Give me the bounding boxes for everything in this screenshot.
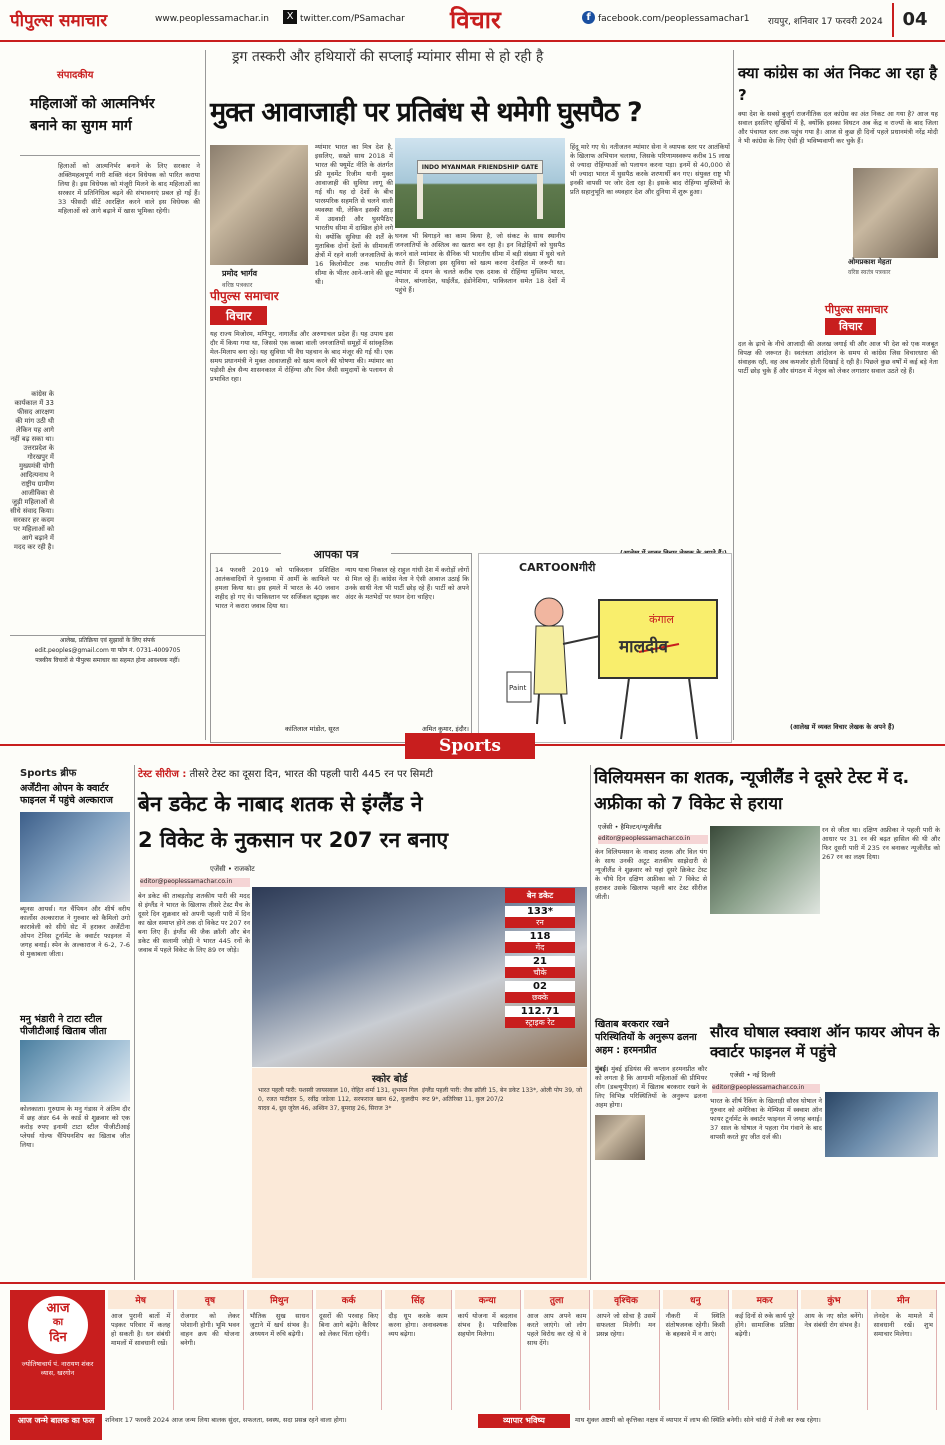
ghosal-body: भारत के शीर्ष रैंकिंग के खिलाड़ी सौरव घोषाल ने गुरुवार को अमेरिका के मेम्फिस में स्क्वाश ऑन फायर टूर्नामेंट के क्वार्टर फाइनल में जगह बनाई। 37 साल के घोषाल ने पहला गेम गंवाने के बाद वापसी करते हुए जीत दर्ज की। xyxy=(710,1097,822,1141)
rashi-name: मेष xyxy=(108,1290,173,1309)
footer-line: पत्रकीय विचारों से पीपुल्स समाचार का सहमत होना आवश्यक नहीं। xyxy=(35,657,180,664)
harman-photo xyxy=(595,1115,645,1160)
stats-player: बेन डकेट xyxy=(505,888,575,903)
editorial-sidebar: कांग्रेस के कार्यकाल में 33 फीसद आरक्षण की मांग उठी थी लेकिन यह आगे नहीं बढ़ सका था। उत्तरप्रदेश के गोरखपुर में मुख्यमंत्री योगी आदित्यनाथ ने राष्ट्रीय ग्रामीण आजीविका से जुड़ी महिलाओं से सीधे संवाद किया। सरकार हर कदम पर महिलाओं को आगे बढ़ाने में मदद कर रही है। xyxy=(10,390,54,551)
horoscope-title-box xyxy=(10,1290,105,1410)
logo-tag: विचार xyxy=(825,318,876,335)
bucket-label: Paint xyxy=(509,684,527,692)
rashi-card xyxy=(801,1290,867,1410)
baby-text: शनिवार 17 फरवरी 2024 आज जन्म लिया बालक सुंदर, सफलता, स्वस्थ, सदा प्रसन्न रहने वाला होगा। xyxy=(105,1416,347,1424)
title-line: आज xyxy=(46,1301,70,1316)
city: राजकोट xyxy=(234,865,255,873)
sports-banner: Sports xyxy=(405,733,535,759)
logo-tag: विचार xyxy=(210,306,267,325)
cricket-kicker xyxy=(138,766,588,780)
rashi-card xyxy=(871,1290,937,1410)
rashi-text: आज पुरानी बातों में पड़कर परिवार में कलह हो सकती है। धन संबंधी मामलों में सावधानी रखें। xyxy=(111,1312,171,1347)
rashi-name: मीन xyxy=(871,1290,936,1309)
gate-pillar xyxy=(537,174,543,219)
ghosal-photo xyxy=(825,1092,938,1157)
column-rule xyxy=(590,765,591,1280)
letter-signature: कांतिलाल मांडोत, सूरत xyxy=(285,725,339,733)
trade-label: व्यापार भविष्य xyxy=(478,1414,570,1428)
agency: एजेंसी xyxy=(730,1071,745,1079)
brief-title: मनु भंडारी ने टाटा स्टील पीजीटीआई खिताब जीता xyxy=(20,1014,107,1037)
scoreboard-title: स्कोर बोर्ड xyxy=(372,1074,408,1085)
golf-photo xyxy=(20,1040,130,1102)
divider xyxy=(20,155,200,156)
harman-body xyxy=(595,1065,707,1277)
rashi-text: कार्य योजना में बदलाव संभव है। पारिवारिक सहयोग मिलेगा। xyxy=(457,1312,517,1338)
brand-logo: पीपुल्स समाचार xyxy=(10,11,108,31)
logo-text: पीपुल्स समाचार xyxy=(210,289,279,303)
stat-label: गेंद xyxy=(505,942,575,953)
rashi-text: लेनदेन के मामले में सावधानी रखें। शुभ समाचार मिलेगा। xyxy=(873,1312,933,1338)
rashi-text: भौतिक सुख साधन जुटाने में खर्च संभव है। अध्ययन में रुचि बढ़ेगी। xyxy=(249,1312,309,1338)
article-col: यह राज्य मिजोरम, मणिपुर, नागालैंड और अरुणाचल प्रदेश हैं। यह उपाय इस दौर में किया गया था, जिससे एक कस्बा वाली जनजातियों समूहों में सांस्कृतिक मेल-मिलाप बना रहे। यह सुविधा भी वैध पहचान के बाद मंजूर की गई थी। एक समय प्रधानमंत्री ने मुक्त आवाजाही को खत्म करने की घोषणा की। म्यांमार का पड़ोसी क्षेत्र सैन्य शासनकाल में रोहिंग्या और चिन जैसी समुदायों के पलायन से प्रभावित रहा। xyxy=(210,330,393,383)
rashi-name: कन्या xyxy=(455,1290,520,1309)
letters-box xyxy=(210,548,472,743)
page-number: 04 xyxy=(892,3,936,37)
stat-value: 133* xyxy=(505,906,575,917)
stat-value: 112.71 xyxy=(505,1006,575,1017)
stat-value: 02 xyxy=(505,981,575,992)
cricket-byline: एजेंसी • राजकोट xyxy=(210,865,255,873)
letter: 14 फरवरी 2019 को पाकिस्तान प्रशिक्षित आतंकवादियों ने पुलवामा में आर्मी के काफिले पर हमला किया था। इस हमले में भारत के 40 जवान शहीद हो गए थे। पाकिस्तान पर सर्जिकल स्ट्राइक कर भारत ने करारा जवाब दिया था। xyxy=(215,566,339,610)
horoscope-grid xyxy=(108,1290,940,1410)
scoreboard-england: इंग्लैंड पहली पारी: जैक क्रॉली 15, बेन डकेट 133*, ओली पोप 39, जो रूट 9*, अतिरिक्त 11, कुल 207/2 xyxy=(422,1087,582,1103)
cricket-headline: बेन डकेट के नाबाद शतक से इंग्लैंड ने xyxy=(138,792,423,816)
author-name: ओमप्रकाश मेहता xyxy=(848,258,892,266)
trade-text: माघ शुक्ल अष्टमी को कृत्तिका नक्षत्र में व्यापार में लाभ की स्थिति बनेगी। सोने चांदी में तेजी का रुख रहेगा। xyxy=(575,1416,821,1424)
stat-label: स्ट्राइक रेट xyxy=(505,1017,575,1028)
stat-label: छक्के xyxy=(505,992,575,1003)
stat-value: 21 xyxy=(505,956,575,967)
scoreboard-india: भारत पहली पारी: यशस्वी जायसवाल 10, रोहित शर्मा 131, शुभमन गिल 0, रजत पाटीदार 5, रवींद्र जडेजा 112, सरफराज खान 62, कुलदीप यादव 4, ध्रुव जुरेल 46, अश्विन 37, बुमराह 26, सिराज 3* xyxy=(258,1087,418,1112)
author-name: प्रमोद भार्गव xyxy=(222,269,258,278)
rashi-name: मिथुन xyxy=(247,1290,312,1309)
rashi-text: रोजगार को लेकर परेशानी होगी। भूमि भवन वाहन क्रय की योजना बनेगी। xyxy=(180,1312,240,1347)
editorial-label: संपादकीय xyxy=(57,70,94,81)
cricket-email[interactable]: editor@peoplessamachar.co.in xyxy=(140,878,250,887)
rashi-card xyxy=(385,1290,451,1410)
masthead xyxy=(0,0,945,42)
author-photo xyxy=(210,145,308,265)
cricket-headline: 2 विकेट के नुकसान पर 207 रन बनाए xyxy=(138,828,449,852)
right-body-cont: दल के ढ़ाचे के नीचे आजादी की अलख जगाई थी और आज भी देश को एक मजबूत विपक्ष की जरूरत है। स्वतंत्रता आंदोलन के समय से कांग्रेस जिस विचारधारा की संवाहक रही, वह अब कमजोर होती दिखाई दे रही है। पिछले कुछ वर्षों में कई बड़े नेता पार्टी छोड़ चुके हैं और संगठन में नेतृत्व को लेकर लगातार सवाल उठते रहे हैं। xyxy=(738,340,938,375)
dateline: रायपुर, शनिवार 17 फरवरी 2024 xyxy=(768,17,883,27)
rashi-name: कुंभ xyxy=(801,1290,866,1309)
williamson-photo xyxy=(710,826,820,914)
rashi-text: नौकरी में स्थिति संतोषजनक रहेगी। किसी के बहकावे में न आएं। xyxy=(665,1312,725,1338)
rashi-name: वृष xyxy=(177,1290,242,1309)
ghosal-headline: सौरव घोषाल स्क्वाश ऑन फायर ओपन के क्वार्टर फाइनल में पहुंचे xyxy=(710,1023,940,1061)
rashi-name: वृश्चिक xyxy=(593,1290,658,1309)
rashi-text: आपने जो सोचा है उसमें सफलता मिलेगी। मन प्रसन्न रहेगा। xyxy=(596,1312,656,1338)
harman-text: मुंबई इंडियंस की कप्तान हरमनप्रीत कौर को लगता है कि आगामी महिलाओं की प्रीमियर लीग (डब्ल्यूपीएल) में खिताब बरकरार रखने के लिए विभिन्न परिस्थितियों के अनुरूप ढलना अहम होगा। xyxy=(595,1065,707,1109)
williamson-headline: विलियमसन का शतक, न्यूजीलैंड ने दूसरे टेस्ट में द. अफ्रीका को 7 विकेट से हराया xyxy=(594,768,910,814)
kicker-label: टेस्ट सीरीज : xyxy=(138,769,187,780)
letter: न्याय यात्रा निकाल रहे राहुल गांधी देश में करोड़ों लोगों से मिल रहे हैं। कांग्रेस नेता ने ऐसी आवाज उठाई कि उनके साथी नेता भी पार्टी छोड़ रहे हैं। पार्टी को अपने अंदर के मतभेदों पर ध्यान देना चाहिए। xyxy=(345,566,469,601)
stat-label: रन xyxy=(505,917,575,928)
rashi-text: कई दिनों से रुके कार्य पूरे होंगे। सामाजिक प्रतिष्ठा बढ़ेगी। xyxy=(735,1312,795,1338)
brief-body: ब्यूनस आयर्स। गत चैंपियन और शीर्ष वरीय कार्लोस अल्काराज ने गुरुवार को कैमिलो उगो कारावेली को सीधे सेट में हराकर अर्जेंटीना ओपन टेनिस टूर्नामेंट के क्वार्टर फाइनल में जगह बनाई। स्पेन के अल्काराज ने 6-2, 7-6 से मुकाबला जीता। xyxy=(20,905,130,958)
article-col: घनत्व भी बिगाड़ने का काम किया है, जो संकट के साथ स्थानीय जनजातियों के अस्तित्व का खतरा बन रहा है। इन विद्रोहियों को घुसपैठ करने वाले म्यांमार के सैनिक भी भारतीय सीमा में बड़ी संख्या में घुसे चले आते हैं। लिहाजा इस सुविधा को खत्म करना देशहित में जरूरी था। म्यांमार में दमन के चलते करीब एक दशक से रोहिंग्या मुस्लिम भारत, नेपाल, बांग्लादेश, थाईलैंड, इंडोनेशिया, पाकिस्तान समेत 18 देशों में पहुंचे हैं। xyxy=(395,232,565,294)
right-body: क्या देश के सबसे बुजुर्ग राजनीतिक दल कांग्रेस का अंत निकट आ गया है? आज यह सवाल इसलिए सुर्खियों में है, क्योंकि इसका विघटन अब केंद्र व राज्यों के बाद जिला और पंचायत स्तर तक पहुंच गया है। आज से कुछ ही दिनों पहले प्रधानमंत्री नरेंद्र मोदी ने भी कांग्रेस के लिए ऐसी ही भविष्यवाणी कर चुके हैं। xyxy=(738,110,938,145)
right-title: क्या कांग्रेस का अंत निकट आ रहा है ? xyxy=(738,64,938,104)
rashi-text: दूसरों की परवाह किए बिना आगे बढ़ेंगे। कैरियर को लेकर चिंता रहेगी। xyxy=(319,1312,379,1338)
article-col: म्यांमार भारत का मित्र देश है, इसलिए, सख्ते साथ 2018 में भारत की फ्यूमेंट नीति के अंतर्गत फ्री मूवमेंट रिजीम यानी मुक्त आवाजाही की सुविधा लागू की गई थी। यह दो देशों के बीच पारस्परिक सहमति से चलने वाली व्यवस्था थी, लेकिन इसकी आड़ में उग्रवादी और घुसपैठिए भारतीय सीमा में दाखिल होने लगे थे। क्योंकि सुविधा की शर्तें के मुताबिक दोनों देशों के सीमावर्ती क्षेत्रों में रहने वाली जनजातियों के 16 किलोमीटर तक भारतीय सीमा के भीतर आने-जाने की छूट थी। xyxy=(315,143,393,286)
title-line: का xyxy=(52,1317,64,1328)
rashi-card xyxy=(316,1290,382,1410)
cartoon-panel xyxy=(478,553,732,743)
ghosal-byline: एजेंसी • नई दिल्ली xyxy=(730,1071,776,1079)
website[interactable]: www.peoplessamachar.in xyxy=(155,14,269,24)
horoscope-title xyxy=(28,1296,88,1354)
main-headline: मुक्त आवाजाही पर प्रतिबंध से थमेगी घुसपैठ ? xyxy=(210,97,642,128)
column-rule xyxy=(134,765,135,1280)
dateline: मुंबई। xyxy=(595,1065,609,1073)
editorial-title: महिलाओं को आत्मनिर्भर बनाने का सुगम मार्ग xyxy=(30,96,155,134)
letters-title: आपका पत्र xyxy=(281,547,391,562)
astrologer: ज्योतिषाचार्य पं. नारायण शंकर व्यास, खरगोन xyxy=(21,1360,94,1377)
section-title: विचार xyxy=(450,6,501,34)
brief-badge: Sports ब्रीफ xyxy=(20,768,77,779)
stat-value: 118 xyxy=(505,931,575,942)
article-logo xyxy=(210,287,308,327)
author-title: वरिष्ठ पत्रकार xyxy=(222,281,253,289)
article-footnote: (आलेख में व्यक्त विचार लेखक के अपने हैं) xyxy=(790,723,895,731)
stats-panel xyxy=(505,888,575,1063)
rashi-text: दौड़ धूप करके काम करना होगा। अनावश्यक व्यय बढ़ेगा। xyxy=(388,1312,448,1338)
rashi-card xyxy=(524,1290,590,1410)
board-main-text: मालदीव xyxy=(619,637,668,657)
gate-pillar xyxy=(417,174,423,219)
divider xyxy=(0,1282,945,1284)
city: हैमिल्टन/न्यूजीलैंड xyxy=(620,823,662,831)
rashi-card xyxy=(732,1290,798,1410)
rashi-text: आय के नए स्रोत बनेंगे। नेत्र संबंधी रोग संभव है। xyxy=(804,1312,864,1329)
main-kicker: ड्रग तस्करी और हथियारों की सप्लाई म्यांमार सीमा से हो रही है xyxy=(232,49,544,65)
logo-text: पीपुल्स समाचार xyxy=(825,303,888,316)
letter-signature: अमित कुमार, इंदौर। xyxy=(421,725,469,733)
author-photo xyxy=(853,168,938,258)
cricket-body: बेन डकेट की ताबड़तोड़ शतकीय पारी की मदद से इंग्लैंड ने भारत के खिलाफ तीसरे टेस्ट मैच के दूसरे दिन शुक्रवार को अपनी पहली पारी में दिन का खेल समाप्त होने तक दो विकेट पर 207 रन बना लिए हैं। इंग्लैंड की जैक क्रॉली और बेन डकेट की सलामी जोड़ी ने भारत 445 रनों के जवाब में पहले विकेट के लिए 89 रन जोड़े। xyxy=(138,892,250,954)
rashi-name: सिंह xyxy=(385,1290,450,1309)
brief-body: कोलकाता। गुरुग्राम के मनु गंडास ने अंतिम दौर में छह अंडर 64 के कार्ड से शुक्रवार को एक करोड़ रुपए इनामी टाटा स्टील पीजीटीआई प्लेयर्स गोल्फ चैंपियनशिप का खिताब जीत लिया। xyxy=(20,1105,130,1149)
rashi-card xyxy=(247,1290,313,1410)
rashi-text: आज आप अपने काम करते जाएंगे। जो लोग पहले विरोध कर रहे थे वे साथ देंगे। xyxy=(527,1312,587,1347)
facebook-icon: f xyxy=(582,11,595,24)
stat-label: चौके xyxy=(505,967,575,978)
williamson-body: केन विलियमसन के नाबाद शतक और विल यंग के साथ उनकी अटूट शतकीय साझेदारी से न्यूजीलैंड ने शुक्रवार को यहां दूसरे क्रिकेट टेस्ट के चौथे दिन दक्षिण अफ्रीका को 7 विकेट से हराकर उसके खिलाफ पहली बार टेस्ट सीरीज जीती। xyxy=(595,848,707,901)
city: नई दिल्ली xyxy=(752,1071,776,1079)
kicker-text: तीसरे टेस्ट का दूसरा दिन, भारत की पहली पारी 445 रन पर सिमटी xyxy=(189,769,433,780)
stats-list xyxy=(505,906,575,1028)
williamson-email[interactable]: editor@peoplessamachar.co.in xyxy=(598,835,708,844)
column-rule xyxy=(733,50,734,740)
column-rule xyxy=(205,50,206,740)
rashi-name: मकर xyxy=(732,1290,797,1309)
footer-line: आलेख, प्रतिक्रिया एवं सुझावों के लिए संपर्क xyxy=(59,637,156,644)
friendship-gate-photo xyxy=(395,138,565,228)
rashi-name: तुला xyxy=(524,1290,589,1309)
rashi-card xyxy=(663,1290,729,1410)
cartoon-title: CARTOONगीरी xyxy=(519,561,596,574)
ghosal-email[interactable]: editor@peoplessamachar.co.in xyxy=(712,1084,820,1093)
footer-email[interactable]: edit.peoples@gmail.com या फोन नं. 0731-4009705 xyxy=(34,647,181,654)
title-line: दिन xyxy=(49,1330,67,1345)
tennis-photo xyxy=(20,812,130,902)
editorial-body: हिलाओं को आत्मनिर्भर बनाने के लिए सरकार ने अक्तिमहत्वपूर्ण नारी शक्ति वंदन विधेयक को पारित कराया लिया है। इस विधेयक को मंजूरी मिलने के बाद महिलाओं का सरकार में प्रतिनिधित्व बढ़ने की संभावनाएं प्रबल हो गई हैं। 33 फीसदी सीटें आरक्षित करने वाले इस विधेयक की महिलाओं को आगे बढ़ाने में खास भूमिका रहेगी। xyxy=(58,162,200,215)
editorial-footer xyxy=(10,635,205,675)
rashi-card xyxy=(108,1290,174,1410)
williamson-body-cont: रन से जीता था। दक्षिण अफ्रीका ने पहली पारी के आधार पर 31 रन की बढ़त हासिल की थी और फिर दूसरी पारी में 235 रन बनाकर न्यूजीलैंड को 267 रन का लक्ष्य दिया। xyxy=(822,826,940,861)
baby-label: आज जन्मे बालक का फल xyxy=(10,1414,102,1440)
rashi-card xyxy=(593,1290,659,1410)
williamson-byline: एजेंसी • हैमिल्टन/न्यूजीलैंड xyxy=(598,823,662,831)
cartoon-drawing xyxy=(479,554,733,744)
harman-headline: खिताब बरकरार रखने परिस्थितियों के अनुरूप ढलना अहम : हरमनप्रीत xyxy=(595,1019,697,1056)
agency: एजेंसी xyxy=(210,865,226,873)
rashi-name: कर्क xyxy=(316,1290,381,1309)
agency: एजेंसी xyxy=(598,823,613,831)
twitter-handle[interactable]: twitter.com/PSamachar xyxy=(300,14,405,24)
twitter-icon: X xyxy=(283,10,297,24)
facebook-handle[interactable]: facebook.com/peoplessamachar1 xyxy=(598,14,750,24)
brief-title: अर्जेंटीना ओपन के क्वार्टर फाइनल में पहुंचे अल्काराज xyxy=(20,783,113,806)
scoreboard xyxy=(252,1068,587,1278)
board-top-text: कंगाल xyxy=(649,613,674,626)
gate-sign: INDO MYANMAR FRIENDSHIP GATE xyxy=(417,160,543,174)
rashi-card xyxy=(455,1290,521,1410)
rashi-name: धनु xyxy=(663,1290,728,1309)
article-col: हिंदू मारे गए थे। नतीजतन म्यांमार सेना ने व्यापक स्तर पर आतंकियों के खिलाफ अभियान चलाया, जिसके परिणामस्वरूप करीब 15 लाख से ज्यादा रोहिंग्याओं को पलायन करना पड़ा। इनमें से 40,000 से भी ज्यादा भारत में घुसपैठ करके शरणार्थी बन गए। संयुक्त राष्ट्र भी इनकी वापसी पर जोर देता रहा है। इसके बाद रोहिंग्या मुस्लिमों के प्रति सहानुभूति का व्यवहार देश और दुनिया में शुरू हुआ। xyxy=(570,143,730,196)
rashi-card xyxy=(177,1290,243,1410)
article-logo xyxy=(825,302,938,336)
author-title: वरिष्ठ स्वतंत्र पत्रकार xyxy=(848,269,891,276)
